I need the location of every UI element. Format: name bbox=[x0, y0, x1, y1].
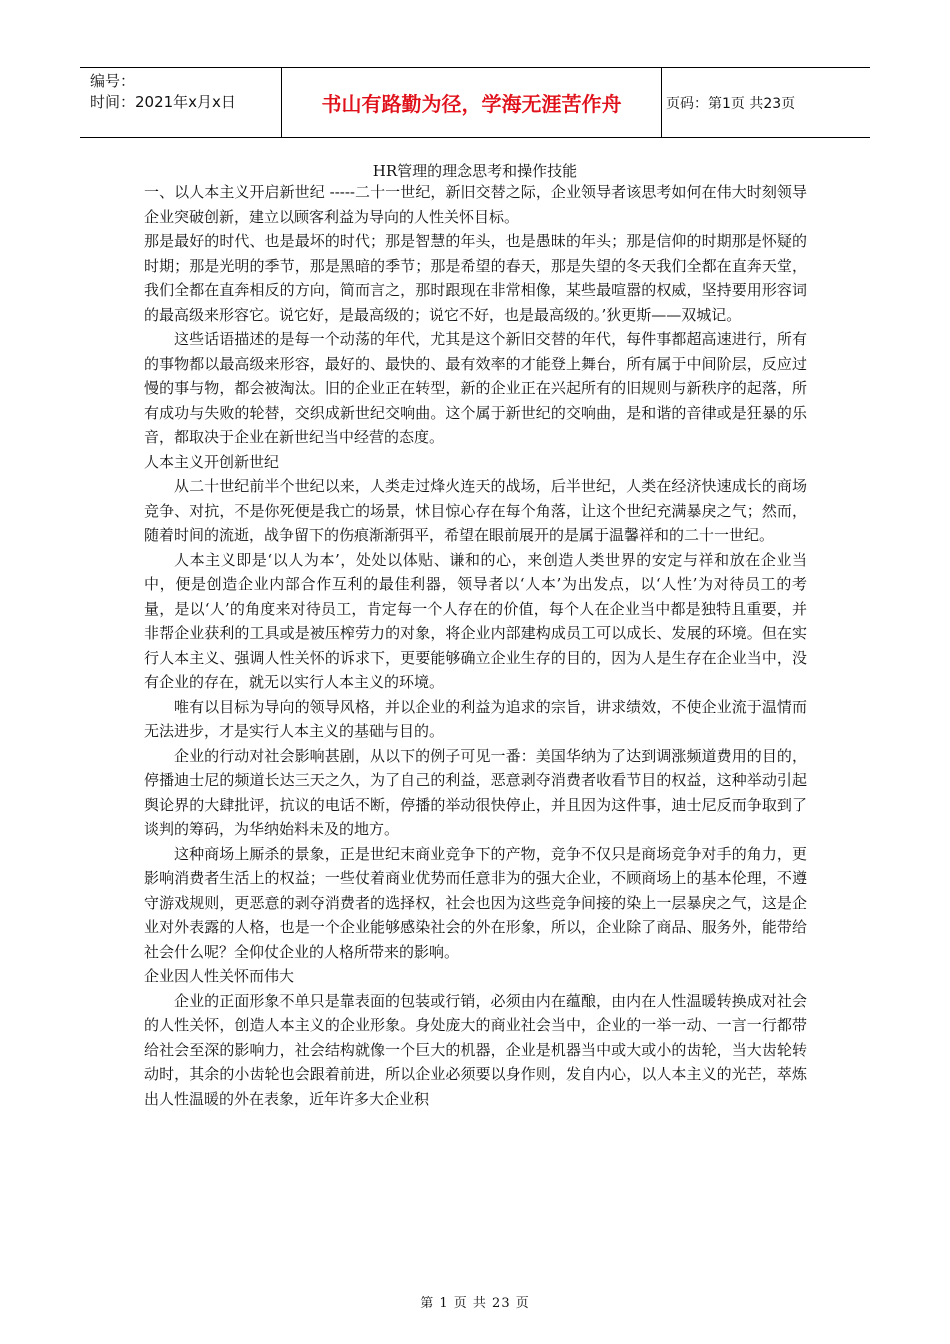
body-paragraph: 从二十世纪前半个世纪以来，人类走过烽火连天的战场，后半世纪，人类在经济快速成长的商场竞争、对抗，不是你死便是我亡的场景，怵目惊心存在每个角落，让这个世纪充满暴戾之气；然而，随着时间的流逝，战争留下的伤痕渐渐弭平，希望在眼前展开的是属于温馨祥和的二十一世纪。 bbox=[144, 477, 807, 544]
page-footer: 第 1 页 共 23 页 bbox=[420, 1296, 530, 1311]
body-paragraph: 这些话语描述的是每一个动荡的年代，尤其是这个新旧交替的年代，每件事都超高速进行，所有的事物都以最高级来形容，最好的、最快的、最有效率的才能登上舞台，所有属于中间阶层，反应过慢的事与物，都会被淘汰。旧的企业正在转型，新的企业正在兴起所有的旧规则与新秩序的起落，所有成功与失败的轮替，交织成新世纪交响曲。这个属于新世纪的交响曲，是和谐的音律或是狂暴的乐音，都取决于企业在新世纪当中经营的态度。 bbox=[144, 330, 807, 446]
header-page-info: 页码：第1页 共23页 bbox=[666, 95, 796, 112]
code-label: 编号： bbox=[90, 72, 136, 90]
date-label: 时间：2021年x月x日 bbox=[90, 93, 236, 111]
header-motto: 书山有路勤为径，学海无涯苦作舟 bbox=[321, 92, 622, 116]
document-title: HR管理的理念思考和操作技能 bbox=[372, 162, 578, 180]
section-line: 企业因人性关怀而伟大 bbox=[144, 967, 295, 985]
body-paragraph: 唯有以目标为导向的领导风格，并以企业的利益为追求的宗旨，讲求绩效，不使企业流于温情而无法进步，才是实行人本主义的基础与目的。 bbox=[144, 697, 807, 740]
body-paragraph: 企业的正面形象不单只是靠表面的包装或行销，必须由内在蕴酿，由内在人性温暖转换成对社会的人性关怀，创造人本主义的企业形象。身处庞大的商业社会当中，企业的一举一动、一言一行都带给社会至深的影响力，社会结构就像一个巨大的机器，企业是机器当中或大或小的齿轮，当大齿轮转动时，其余的小齿轮也会跟着前进，所以企业必须要以身作则，发自内心，以人本主义的光芒，萃炼出人性温暖的外在表象，近年许多大企业积 bbox=[144, 991, 807, 1108]
header-divider bbox=[661, 68, 662, 137]
body-paragraph: 这种商场上厮杀的景象，正是世纪末商业竞争下的产物，竞争不仅只是商场竞争对手的角力，更影响消费者生活上的权益；一些仗着商业优势而任意非为的强大企业，不顾商场上的基本伦理，不遵守游戏规则，更恶意的剥夺消费者的选择权，社会也因为这些竞争间接的染上一层暴戾之气，这是企业对外表露的人格，也是一个企业能够感染社会的外在形象，所以，企业除了商品、服务外，能带给社会什么呢？全仰仗企业的人格所带来的影响。 bbox=[144, 844, 807, 961]
document-body bbox=[144, 180, 807, 1111]
section-line: 人本主义开创新世纪 bbox=[144, 452, 280, 471]
section-line: 那是最好的时代、也是最坏的时代；那是智慧的年头，也是愚昧的年头；那是信仰的时期那是怀疑的时期；那是光明的季节，那是黑暗的季节；那是希望的春天，那是失望的冬天我们全都在直奔天堂，我们全都在直奔相反的方向，简而言之，那时跟现在非常相像，某些最喧嚣的权威，坚持要用形容词的最高级来形容它。说它好，是最高级的；说它不好，也是最高级的。’狄更斯——双城记。 bbox=[144, 232, 807, 324]
section-line: 一、以人本主义开启新世纪 -----二十一世纪，新旧交替之际，企业领导者该思考如何在伟大时刻领导企业突破创新，建立以顾客利益为导向的人性关怀目标。 bbox=[144, 183, 807, 226]
header-meta bbox=[80, 68, 280, 137]
body-paragraph: 企业的行动对社会影响甚剧，从以下的例子可见一番：美国华纳为了达到调涨频道费用的目的，停播迪士尼的频道长达三天之久，为了自己的利益，恶意剥夺消费者收看节目的权益，这种举动引起舆论界的大肆批评，抗议的电话不断，停播的举动很快停止，并且因为这件事，迪士尼反而争取到了谈判的筹码，为华纳始料未及的地方。 bbox=[144, 746, 807, 838]
body-paragraph: 人本主义即是‘以人为本’，处处以体贴、谦和的心，来创造人类世界的安定与祥和放在企业当中，便是创造企业内部合作互利的最佳利器，领导者以‘人本’为出发点，以‘人性’为对待员工的考量，是以‘人’的角度来对待员工，肯定每一个人存在的价值，每个人在企业当中都是独特且重要，并非帮企业获利的工具或是被压榨劳力的对象，将企业内部建构成员工可以成长、发展的环境。但在实行人本主义、强调人性关怀的诉求下，更要能够确立企业生存的目的，因为人是生存在企业当中，没有企业的存在，就无以实行人本主义的环境。 bbox=[144, 550, 807, 691]
page-header bbox=[80, 67, 870, 138]
